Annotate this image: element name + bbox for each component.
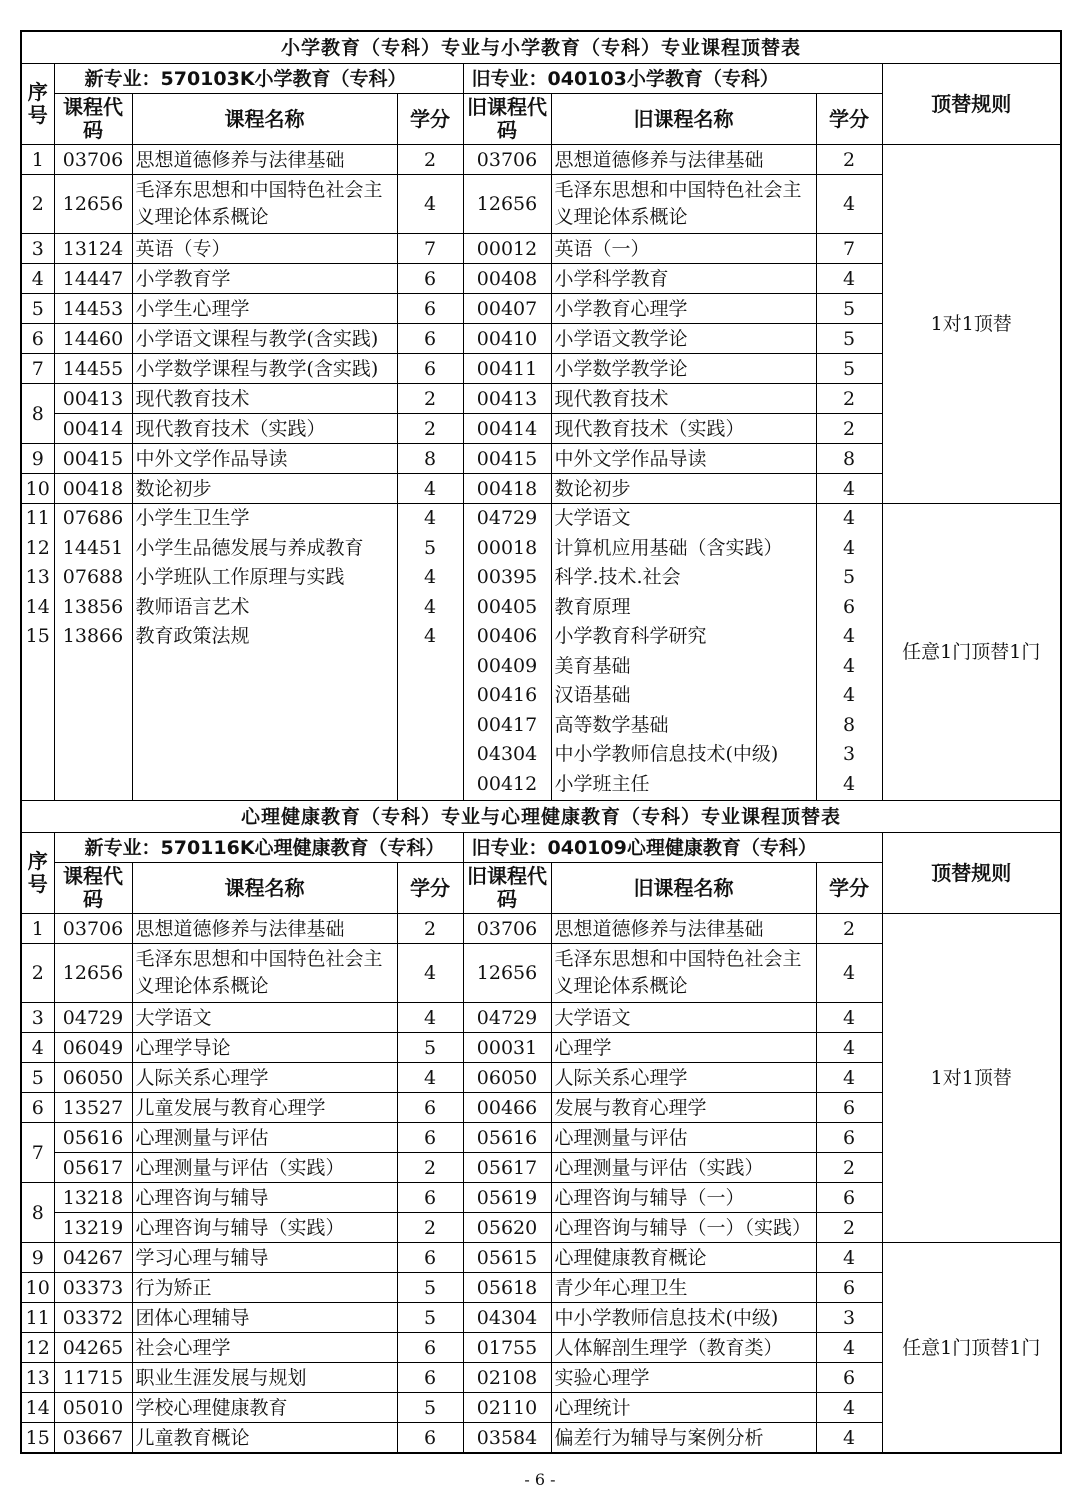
row-seq: 12 [25, 536, 50, 559]
course-name: 小学生心理学 [132, 294, 397, 324]
course-credit: 2 [397, 414, 463, 444]
course-code: 07686 [62, 507, 124, 529]
course-credit: 2 [397, 1213, 463, 1243]
old-course-credit: 2 [816, 384, 882, 414]
seq-header: 序号 [21, 833, 54, 914]
course-code: 04267 [54, 1243, 132, 1273]
row-seq: 8 [21, 384, 54, 444]
course-name: 儿童发展与教育心理学 [132, 1093, 397, 1123]
rule-header: 顶替规则 [882, 833, 1061, 914]
course-credit: 4 [397, 474, 463, 504]
course-name: 思想道德修养与法律基础 [132, 914, 397, 944]
old-course-credit: 2 [816, 414, 882, 444]
row-seq: 11 [21, 1303, 54, 1333]
old-course-code: 00417 [476, 713, 538, 736]
course-name: 心理测量与评估 [132, 1123, 397, 1153]
credit-header: 学分 [397, 863, 463, 914]
course-name: 人际关系心理学 [132, 1063, 397, 1093]
row-seq: 7 [21, 1123, 54, 1183]
old-course-credit: 2 [816, 145, 882, 175]
old-course-name: 小学教育科学研究 [554, 625, 707, 647]
old-course-name: 教育原理 [554, 595, 631, 618]
course-name: 社会心理学 [132, 1333, 397, 1363]
rule-any: 任意1门顶替1门 [882, 1243, 1061, 1454]
old-course-credit: 4 [816, 944, 882, 1003]
table-row [21, 914, 1061, 944]
old-course-name: 实验心理学 [551, 1363, 816, 1393]
course-credit: 5 [397, 1393, 463, 1423]
course-credit: 4 [397, 1003, 463, 1033]
old-course-name: 心理统计 [551, 1393, 816, 1423]
old-course-credit: 5 [816, 354, 882, 384]
row-seq: 3 [21, 1003, 54, 1033]
course-code: 13856 [62, 595, 124, 618]
code-header: 课程代码 [54, 863, 132, 914]
old-course-code: 00412 [476, 772, 538, 795]
course-code: 04729 [54, 1003, 132, 1033]
rule-any: 任意1门顶替1门 [882, 504, 1061, 801]
course-code: 13527 [54, 1093, 132, 1123]
old-course-code: 00410 [463, 324, 551, 354]
old-course-name: 现代教育技术（实践） [551, 414, 816, 444]
old-course-name: 毛泽东思想和中国特色社会主义理论体系概论 [551, 944, 816, 1003]
old-course-name: 发展与教育心理学 [551, 1093, 816, 1123]
new-major-label: 新专业：570103K小学教育（专科） [54, 64, 463, 94]
old-course-code: 05619 [463, 1183, 551, 1213]
course-credit: 6 [397, 1123, 463, 1153]
rule-one-to-one: 1对1顶替 [882, 914, 1061, 1243]
row-seq: 12 [21, 1333, 54, 1363]
old-course-credit: 4 [816, 175, 882, 234]
old-course-name: 小学科学教育 [551, 264, 816, 294]
course-name: 毛泽东思想和中国特色社会主义理论体系概论 [132, 175, 397, 234]
old-course-code: 05618 [463, 1273, 551, 1303]
row-seq: 10 [21, 474, 54, 504]
course-credit: 6 [397, 354, 463, 384]
old-course-name: 心理测量与评估（实践） [551, 1153, 816, 1183]
old-course-credit: 4 [816, 1333, 882, 1363]
course-credit: 6 [397, 1243, 463, 1273]
seq-header: 序号 [21, 64, 54, 145]
old-credit-header: 学分 [816, 94, 882, 145]
old-course-name: 美育基础 [554, 654, 631, 677]
row-seq: 2 [21, 175, 54, 234]
course-name: 数论初步 [132, 474, 397, 504]
course-name: 小学数学课程与教学(含实践) [132, 354, 397, 384]
old-course-code: 04304 [463, 1303, 551, 1333]
old-course-name: 科学.技术.社会 [554, 566, 681, 588]
old-course-code: 00405 [476, 595, 538, 618]
course-credit: 4 [423, 625, 437, 647]
old-course-code: 01755 [463, 1333, 551, 1363]
old-course-code: 05615 [463, 1243, 551, 1273]
old-course-credit: 4 [842, 654, 856, 677]
old-course-code: 00408 [463, 264, 551, 294]
course-name: 团体心理辅导 [132, 1303, 397, 1333]
table-title-row [21, 801, 1061, 833]
old-course-name: 人际关系心理学 [551, 1063, 816, 1093]
course-code: 00418 [54, 474, 132, 504]
course-credit: 6 [397, 294, 463, 324]
course-credit: 6 [397, 1183, 463, 1213]
course-credit-list [397, 504, 463, 801]
old-course-code: 02110 [463, 1393, 551, 1423]
old-course-credit: 2 [816, 1153, 882, 1183]
course-credit: 4 [423, 507, 437, 529]
row-seq: 7 [21, 354, 54, 384]
name-header: 课程名称 [132, 863, 397, 914]
row-seq: 13 [21, 1363, 54, 1393]
old-course-name: 小学班主任 [554, 772, 650, 795]
row-seq: 10 [21, 1273, 54, 1303]
old-course-name: 青少年心理卫生 [551, 1273, 816, 1303]
row-seq: 6 [21, 324, 54, 354]
credit-header: 学分 [397, 94, 463, 145]
old-course-credit: 4 [816, 1393, 882, 1423]
row-seq: 2 [21, 944, 54, 1003]
course-code: 12656 [54, 944, 132, 1003]
row-seq: 5 [21, 1063, 54, 1093]
course-credit: 6 [397, 1363, 463, 1393]
course-credit: 2 [397, 145, 463, 175]
old-course-name: 心理咨询与辅导（一） [551, 1183, 816, 1213]
old-course-name: 心理咨询与辅导（一）（实践） [551, 1213, 816, 1243]
old-course-code: 02108 [463, 1363, 551, 1393]
old-course-code: 12656 [463, 175, 551, 234]
old-course-code: 04729 [476, 507, 538, 529]
row-seq: 6 [21, 1093, 54, 1123]
major-row [21, 64, 1061, 94]
course-code: 14455 [54, 354, 132, 384]
old-course-credit: 4 [842, 507, 856, 529]
course-credit: 2 [397, 1153, 463, 1183]
old-course-credit-list [816, 504, 882, 801]
course-code: 11715 [54, 1363, 132, 1393]
old-course-name: 小学语文教学论 [551, 324, 816, 354]
course-credit: 5 [397, 1033, 463, 1063]
course-name: 心理咨询与辅导（实践） [132, 1213, 397, 1243]
old-course-name: 心理健康教育概论 [551, 1243, 816, 1273]
new-major-label: 新专业：570116K心理健康教育（专科） [54, 833, 463, 863]
old-course-code: 00409 [476, 654, 538, 677]
rule-one-to-one: 1对1顶替 [882, 145, 1061, 504]
old-course-credit: 6 [816, 1183, 882, 1213]
major-row [21, 833, 1061, 863]
course-credit: 6 [397, 264, 463, 294]
old-major-label: 旧专业：040103小学教育（专科） [463, 64, 882, 94]
course-code: 06049 [54, 1033, 132, 1063]
course-name: 心理测量与评估（实践） [132, 1153, 397, 1183]
row-seq: 3 [21, 234, 54, 264]
old-course-code: 00416 [476, 684, 538, 706]
old-course-name: 汉语基础 [554, 684, 631, 706]
old-code-header: 旧课程代码 [463, 94, 551, 145]
name-header: 课程名称 [132, 94, 397, 145]
old-course-code: 04729 [463, 1003, 551, 1033]
old-course-credit: 3 [842, 743, 856, 765]
old-course-code: 00012 [463, 234, 551, 264]
course-name: 现代教育技术（实践） [132, 414, 397, 444]
old-code-header: 旧课程代码 [463, 863, 551, 914]
old-credit-header: 学分 [816, 863, 882, 914]
course-name: 学校心理健康教育 [132, 1393, 397, 1423]
course-code: 14453 [54, 294, 132, 324]
old-course-credit: 4 [842, 772, 856, 795]
old-course-credit: 4 [816, 474, 882, 504]
row-seq: 9 [21, 1243, 54, 1273]
old-course-name: 现代教育技术 [551, 384, 816, 414]
row-seq: 9 [21, 444, 54, 474]
old-course-code: 00415 [463, 444, 551, 474]
course-name: 小学生品德发展与养成教育 [135, 536, 364, 559]
course-code: 13218 [54, 1183, 132, 1213]
row-seq: 1 [21, 145, 54, 175]
old-course-code-list [463, 504, 551, 801]
old-course-name: 偏差行为辅导与案例分析 [551, 1423, 816, 1454]
row-seq: 1 [21, 914, 54, 944]
table-title-row [21, 31, 1061, 64]
course-name: 教师语言艺术 [135, 595, 250, 618]
old-course-code: 12656 [463, 944, 551, 1003]
course-name: 学习心理与辅导 [132, 1243, 397, 1273]
code-header: 课程代码 [54, 94, 132, 145]
row-seq: 4 [21, 264, 54, 294]
old-course-code: 05616 [463, 1123, 551, 1153]
rule-header: 顶替规则 [882, 64, 1061, 145]
old-course-credit: 6 [816, 1363, 882, 1393]
course-code: 03706 [54, 914, 132, 944]
course-code: 03667 [54, 1423, 132, 1454]
old-course-name: 毛泽东思想和中国特色社会主义理论体系概论 [551, 175, 816, 234]
course-name: 毛泽东思想和中国特色社会主义理论体系概论 [132, 944, 397, 1003]
table-title: 心理健康教育（专科）专业与心理健康教育（专科）专业课程顶替表 [21, 801, 1061, 833]
course-code: 00413 [54, 384, 132, 414]
row-seq: 8 [21, 1183, 54, 1243]
course-name: 教育政策法规 [135, 625, 250, 647]
old-course-code: 00418 [463, 474, 551, 504]
old-course-code: 00407 [463, 294, 551, 324]
old-course-credit: 4 [842, 684, 856, 706]
old-name-header: 旧课程名称 [551, 94, 816, 145]
course-code: 14460 [54, 324, 132, 354]
course-code: 03373 [54, 1273, 132, 1303]
old-course-name: 小学数学教学论 [551, 354, 816, 384]
old-course-credit: 4 [816, 264, 882, 294]
old-course-name: 小学教育心理学 [551, 294, 816, 324]
course-code: 13866 [62, 625, 124, 647]
course-credit: 6 [397, 1093, 463, 1123]
row-seq: 15 [25, 625, 50, 647]
course-name: 小学教育学 [132, 264, 397, 294]
row-seq: 14 [25, 595, 50, 618]
old-course-code: 00406 [476, 625, 538, 647]
course-code: 00414 [54, 414, 132, 444]
old-course-name: 人体解剖生理学（教育类） [551, 1333, 816, 1363]
old-course-code: 03706 [463, 914, 551, 944]
old-course-credit: 5 [842, 566, 856, 588]
course-credit: 4 [423, 566, 437, 588]
old-course-name-list [551, 504, 816, 801]
course-credit: 6 [397, 324, 463, 354]
old-course-name: 思想道德修养与法律基础 [551, 145, 816, 175]
old-course-credit: 4 [816, 1033, 882, 1063]
old-course-code: 05617 [463, 1153, 551, 1183]
course-code-list [54, 504, 132, 801]
course-code: 03706 [54, 145, 132, 175]
old-course-credit: 6 [816, 1093, 882, 1123]
old-course-name: 中小学教师信息技术(中级) [554, 743, 779, 765]
old-course-credit: 4 [816, 1423, 882, 1454]
old-course-code: 00466 [463, 1093, 551, 1123]
row-seq: 15 [21, 1423, 54, 1454]
course-name: 现代教育技术 [132, 384, 397, 414]
old-course-credit: 5 [816, 294, 882, 324]
course-name: 思想道德修养与法律基础 [132, 145, 397, 175]
table-row [21, 145, 1061, 175]
course-code: 13219 [54, 1213, 132, 1243]
old-course-code: 00031 [463, 1033, 551, 1063]
old-course-credit: 6 [816, 1123, 882, 1153]
old-course-credit: 5 [816, 324, 882, 354]
course-code: 06050 [54, 1063, 132, 1093]
old-course-name: 思想道德修养与法律基础 [551, 914, 816, 944]
old-course-credit: 3 [816, 1303, 882, 1333]
course-code: 03372 [54, 1303, 132, 1333]
row-seq-list [21, 504, 54, 801]
old-course-code: 00395 [476, 566, 538, 588]
course-code: 05616 [54, 1123, 132, 1153]
course-name: 小学班队工作原理与实践 [135, 566, 345, 588]
old-course-credit: 6 [842, 595, 856, 618]
old-course-name: 中小学教师信息技术(中级) [551, 1303, 816, 1333]
old-course-name: 心理学 [551, 1033, 816, 1063]
course-name-list [132, 504, 397, 801]
old-course-name: 英语（一） [551, 234, 816, 264]
old-course-credit: 8 [842, 713, 856, 736]
old-course-code: 00413 [463, 384, 551, 414]
course-credit: 7 [397, 234, 463, 264]
course-name: 大学语文 [132, 1003, 397, 1033]
course-credit: 6 [397, 1333, 463, 1363]
course-code: 12656 [54, 175, 132, 234]
course-credit: 4 [397, 175, 463, 234]
old-course-credit: 4 [816, 1243, 882, 1273]
old-course-code: 03584 [463, 1423, 551, 1454]
course-code: 00415 [54, 444, 132, 474]
row-seq: 14 [21, 1393, 54, 1423]
course-name: 小学语文课程与教学(含实践) [132, 324, 397, 354]
old-course-name: 计算机应用基础（含实践） [554, 536, 783, 559]
table-title: 小学教育（专科）专业与小学教育（专科）专业课程顶替表 [21, 31, 1061, 64]
old-course-name: 大学语文 [554, 507, 631, 529]
old-course-credit: 2 [816, 914, 882, 944]
old-major-label: 旧专业：040109心理健康教育（专科） [463, 833, 882, 863]
course-code: 05617 [54, 1153, 132, 1183]
course-credit: 5 [423, 536, 437, 559]
old-course-credit: 7 [816, 234, 882, 264]
course-credit: 4 [397, 944, 463, 1003]
course-name: 心理咨询与辅导 [132, 1183, 397, 1213]
old-course-name: 高等数学基础 [554, 713, 669, 736]
course-credit: 2 [397, 914, 463, 944]
old-course-credit: 2 [816, 1213, 882, 1243]
old-course-name: 中外文学作品导读 [551, 444, 816, 474]
course-code: 07688 [62, 566, 124, 588]
row-seq: 13 [25, 566, 50, 588]
old-course-code: 05620 [463, 1213, 551, 1243]
course-code: 04265 [54, 1333, 132, 1363]
course-name: 小学生卫生学 [135, 507, 250, 529]
course-credit: 8 [397, 444, 463, 474]
row-seq: 4 [21, 1033, 54, 1063]
old-course-code: 00018 [476, 536, 538, 559]
old-course-name: 心理测量与评估 [551, 1123, 816, 1153]
course-credit: 4 [397, 1063, 463, 1093]
old-course-name: 大学语文 [551, 1003, 816, 1033]
old-course-credit: 4 [816, 1063, 882, 1093]
course-name: 职业生涯发展与规划 [132, 1363, 397, 1393]
old-course-credit: 4 [816, 1003, 882, 1033]
page-number: - 6 - [524, 1470, 556, 1489]
course-name: 儿童教育概论 [132, 1423, 397, 1454]
old-course-code: 06050 [463, 1063, 551, 1093]
course-credit: 5 [397, 1273, 463, 1303]
old-course-code: 03706 [463, 145, 551, 175]
course-name: 行为矫正 [132, 1273, 397, 1303]
old-name-header: 旧课程名称 [551, 863, 816, 914]
course-credit: 2 [397, 384, 463, 414]
course-name: 心理学导论 [132, 1033, 397, 1063]
old-course-code: 04304 [476, 743, 538, 765]
course-name: 英语（专） [132, 234, 397, 264]
row-seq: 5 [21, 294, 54, 324]
old-course-name: 数论初步 [551, 474, 816, 504]
old-course-code: 00414 [463, 414, 551, 444]
row-seq: 11 [25, 507, 50, 529]
old-course-credit: 6 [816, 1273, 882, 1303]
old-course-credit: 8 [816, 444, 882, 474]
old-course-credit: 4 [842, 625, 856, 647]
course-code: 05010 [54, 1393, 132, 1423]
old-course-credit: 4 [842, 536, 856, 559]
course-credit: 5 [397, 1303, 463, 1333]
course-code: 14447 [54, 264, 132, 294]
course-name: 中外文学作品导读 [132, 444, 397, 474]
course-code: 13124 [54, 234, 132, 264]
course-credit: 4 [423, 595, 437, 618]
course-substitution-sheet [20, 30, 1060, 1454]
course-credit: 6 [397, 1423, 463, 1454]
old-course-code: 00411 [463, 354, 551, 384]
course-code: 14451 [62, 536, 124, 559]
substitution-table [20, 30, 1062, 1454]
any-substitution-row [21, 504, 1061, 801]
table-row [21, 1243, 1061, 1273]
